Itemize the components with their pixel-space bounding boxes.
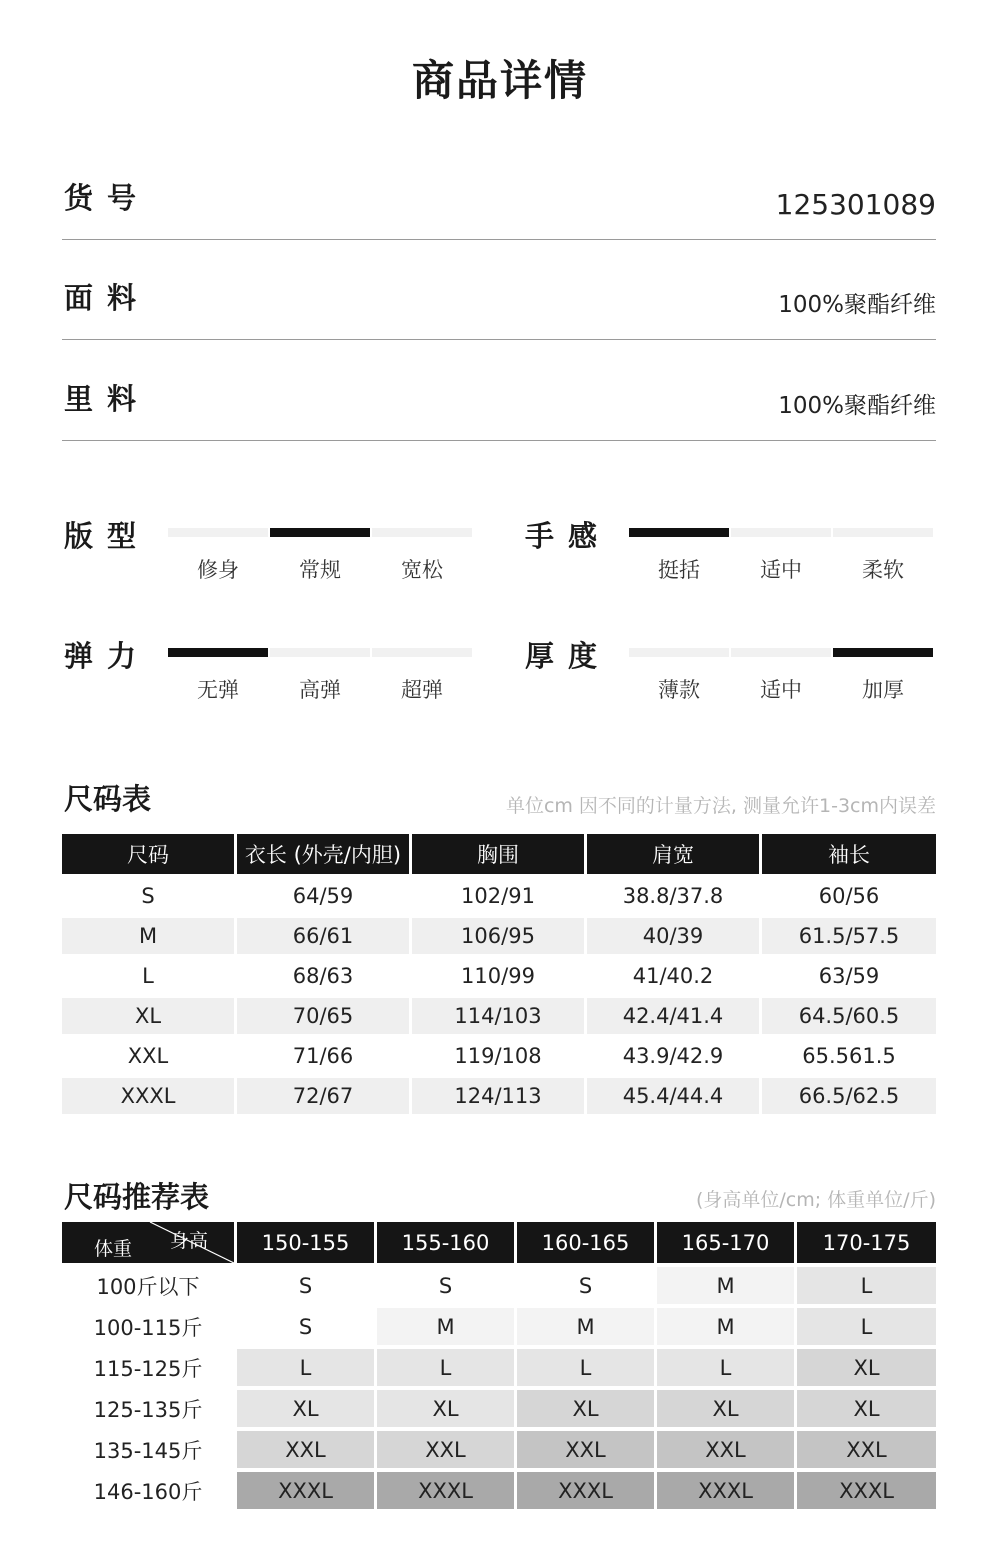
scale-segment: [731, 648, 831, 657]
attr-hand-feel: [523, 514, 953, 594]
size-cell: 60/56: [762, 878, 936, 918]
recommend-cell: L: [377, 1349, 517, 1390]
table-row: [62, 1267, 936, 1308]
height-header-cell: 170-175: [797, 1222, 936, 1267]
recommend-cell: S: [377, 1267, 517, 1308]
weight-row-label: 100-115斤: [62, 1308, 237, 1349]
size-cell: 110/99: [412, 958, 587, 998]
recommend-cell: XL: [237, 1390, 377, 1431]
recommend-cell: XXXL: [377, 1472, 517, 1513]
scale-segment: [629, 648, 729, 657]
corner-height-label: 身高: [169, 1230, 208, 1252]
weight-row-label: 135-145斤: [62, 1431, 237, 1472]
scale-option-label: 薄款: [658, 678, 700, 702]
recommend-cell: XXXL: [237, 1472, 377, 1513]
scale-option-label: 超弹: [401, 678, 443, 702]
recommend-note: (身高单位/cm; 体重单位/斤): [695, 1189, 936, 1211]
scale-segment: [168, 528, 268, 537]
scale-option-label: 无弹: [197, 678, 239, 702]
recommend-cell: XL: [797, 1390, 936, 1431]
size-cell: 64.5/60.5: [762, 998, 936, 1038]
info-label: 里料: [64, 382, 151, 416]
recommend-cell: XXL: [517, 1431, 657, 1472]
recommend-cell: M: [377, 1308, 517, 1349]
scale-segment: [372, 528, 472, 537]
weight-row-label: 125-135斤: [62, 1390, 237, 1431]
attr-label: 弹力: [64, 639, 151, 673]
page-title: 商品详情: [411, 56, 588, 105]
size-header-cell: 袖长: [762, 834, 936, 878]
size-cell: 72/67: [237, 1078, 412, 1118]
size-cell: 38.8/37.8: [587, 878, 762, 918]
size-header-cell: 肩宽: [587, 834, 762, 878]
scale-option-label: 挺括: [658, 558, 700, 582]
table-row: [62, 1308, 936, 1349]
size-header-cell: 胸围: [412, 834, 587, 878]
scale-option-label: 高弹: [299, 678, 341, 702]
size-cell: L: [62, 958, 237, 998]
size-cell: 45.4/44.4: [587, 1078, 762, 1118]
size-cell: 71/66: [237, 1038, 412, 1078]
weight-row-label: 100斤以下: [62, 1267, 237, 1308]
height-header-cell: 165-170: [657, 1222, 797, 1267]
scale-segment: [833, 648, 933, 657]
table-row: [62, 1349, 936, 1390]
info-value: 125301089: [775, 188, 936, 221]
scale-segment: [833, 528, 933, 537]
recommend-cell: M: [517, 1308, 657, 1349]
recommend-cell: L: [517, 1349, 657, 1390]
size-header-cell: 尺码: [62, 834, 237, 878]
size-cell: XXL: [62, 1038, 237, 1078]
info-row-item-number: [62, 139, 936, 240]
recommend-cell: XXL: [377, 1431, 517, 1472]
attr-label: 厚度: [525, 639, 612, 673]
height-header-cell: 155-160: [377, 1222, 517, 1267]
scale-segment: [270, 528, 370, 537]
recommend-cell: XXL: [237, 1431, 377, 1472]
size-cell: 42.4/41.4: [587, 998, 762, 1038]
size-chart-title: 尺码表: [64, 782, 152, 816]
info-label: 面料: [64, 281, 151, 315]
recommend-cell: L: [657, 1349, 797, 1390]
size-cell: XXXL: [62, 1078, 237, 1118]
info-label: 货号: [64, 181, 151, 215]
size-cell: 119/108: [412, 1038, 587, 1078]
scale-option-label: 柔软: [862, 558, 904, 582]
recommend-cell: L: [237, 1349, 377, 1390]
recommend-cell: XL: [377, 1390, 517, 1431]
size-cell: XL: [62, 998, 237, 1038]
size-cell: 66/61: [237, 918, 412, 958]
height-header-cell: 160-165: [517, 1222, 657, 1267]
size-cell: 41/40.2: [587, 958, 762, 998]
table-row: [62, 918, 936, 958]
scale-segment: [168, 648, 268, 657]
size-cell: 40/39: [587, 918, 762, 958]
recommend-cell: S: [237, 1308, 377, 1349]
table-row: [62, 958, 936, 998]
size-cell: 43.9/42.9: [587, 1038, 762, 1078]
recommend-cell: XL: [797, 1349, 936, 1390]
recommend-title: 尺码推荐表: [64, 1180, 210, 1214]
size-recommend-table: [62, 1222, 936, 1513]
weight-row-label: 115-125斤: [62, 1349, 237, 1390]
recommend-cell: M: [657, 1308, 797, 1349]
attr-label: 手感: [525, 519, 612, 553]
recommend-cell: XXXL: [797, 1472, 936, 1513]
table-row: [62, 1431, 936, 1472]
table-row: [62, 1038, 936, 1078]
table-row: [62, 998, 936, 1038]
scale-option-label: 宽松: [401, 558, 443, 582]
attr-label: 版型: [64, 519, 151, 553]
size-cell: 64/59: [237, 878, 412, 918]
recommend-cell: L: [797, 1267, 936, 1308]
info-row-fabric: [62, 239, 936, 340]
info-value: 100%聚酯纤维: [778, 292, 936, 318]
recommend-cell: S: [517, 1267, 657, 1308]
diagonal-divider: [62, 1222, 234, 1263]
info-row-lining: [62, 340, 936, 441]
scale-option-label: 适中: [760, 678, 802, 702]
attr-elasticity: [62, 634, 492, 714]
recommend-cell: XXL: [657, 1431, 797, 1472]
size-cell: 66.5/62.5: [762, 1078, 936, 1118]
size-cell: 106/95: [412, 918, 587, 958]
attr-fit: [62, 514, 492, 594]
size-chart-note: 单位cm 因不同的计量方法, 测量允许1-3cm内误差: [505, 795, 936, 817]
recommend-cell: XL: [657, 1390, 797, 1431]
recommend-cell: S: [237, 1267, 377, 1308]
info-value: 100%聚酯纤维: [778, 393, 936, 419]
size-cell: 102/91: [412, 878, 587, 918]
size-cell: 61.5/57.5: [762, 918, 936, 958]
corner-weight-label: 体重: [94, 1238, 133, 1260]
recommend-cell: XL: [517, 1390, 657, 1431]
size-cell: 124/113: [412, 1078, 587, 1118]
table-row: [62, 1390, 936, 1431]
recommend-cell: XXL: [797, 1431, 936, 1472]
size-cell: 68/63: [237, 958, 412, 998]
size-cell: 70/65: [237, 998, 412, 1038]
scale-option-label: 修身: [197, 558, 239, 582]
recommend-cell: XXXL: [517, 1472, 657, 1513]
size-cell: S: [62, 878, 237, 918]
table-row: [62, 1078, 936, 1118]
height-header-cell: 150-155: [237, 1222, 377, 1267]
size-cell: 65.561.5: [762, 1038, 936, 1078]
scale-segment: [731, 528, 831, 537]
size-header-cell: 衣长 (外壳/内胆): [237, 834, 412, 878]
scale-option-label: 常规: [299, 558, 341, 582]
scale-segment: [270, 648, 370, 657]
size-cell: 63/59: [762, 958, 936, 998]
weight-row-label: 146-160斤: [62, 1472, 237, 1513]
scale-option-label: 加厚: [862, 678, 904, 702]
attr-thickness: [523, 634, 953, 714]
recommend-cell: L: [797, 1308, 936, 1349]
recommend-corner-cell: [62, 1222, 237, 1267]
size-chart-table: [62, 834, 936, 1118]
table-row: [62, 878, 936, 918]
recommend-cell: M: [657, 1267, 797, 1308]
scale-segment: [629, 528, 729, 537]
recommend-cell: XXXL: [657, 1472, 797, 1513]
scale-option-label: 适中: [760, 558, 802, 582]
size-cell: 114/103: [412, 998, 587, 1038]
size-cell: M: [62, 918, 237, 958]
table-row: [62, 1472, 936, 1513]
scale-segment: [372, 648, 472, 657]
